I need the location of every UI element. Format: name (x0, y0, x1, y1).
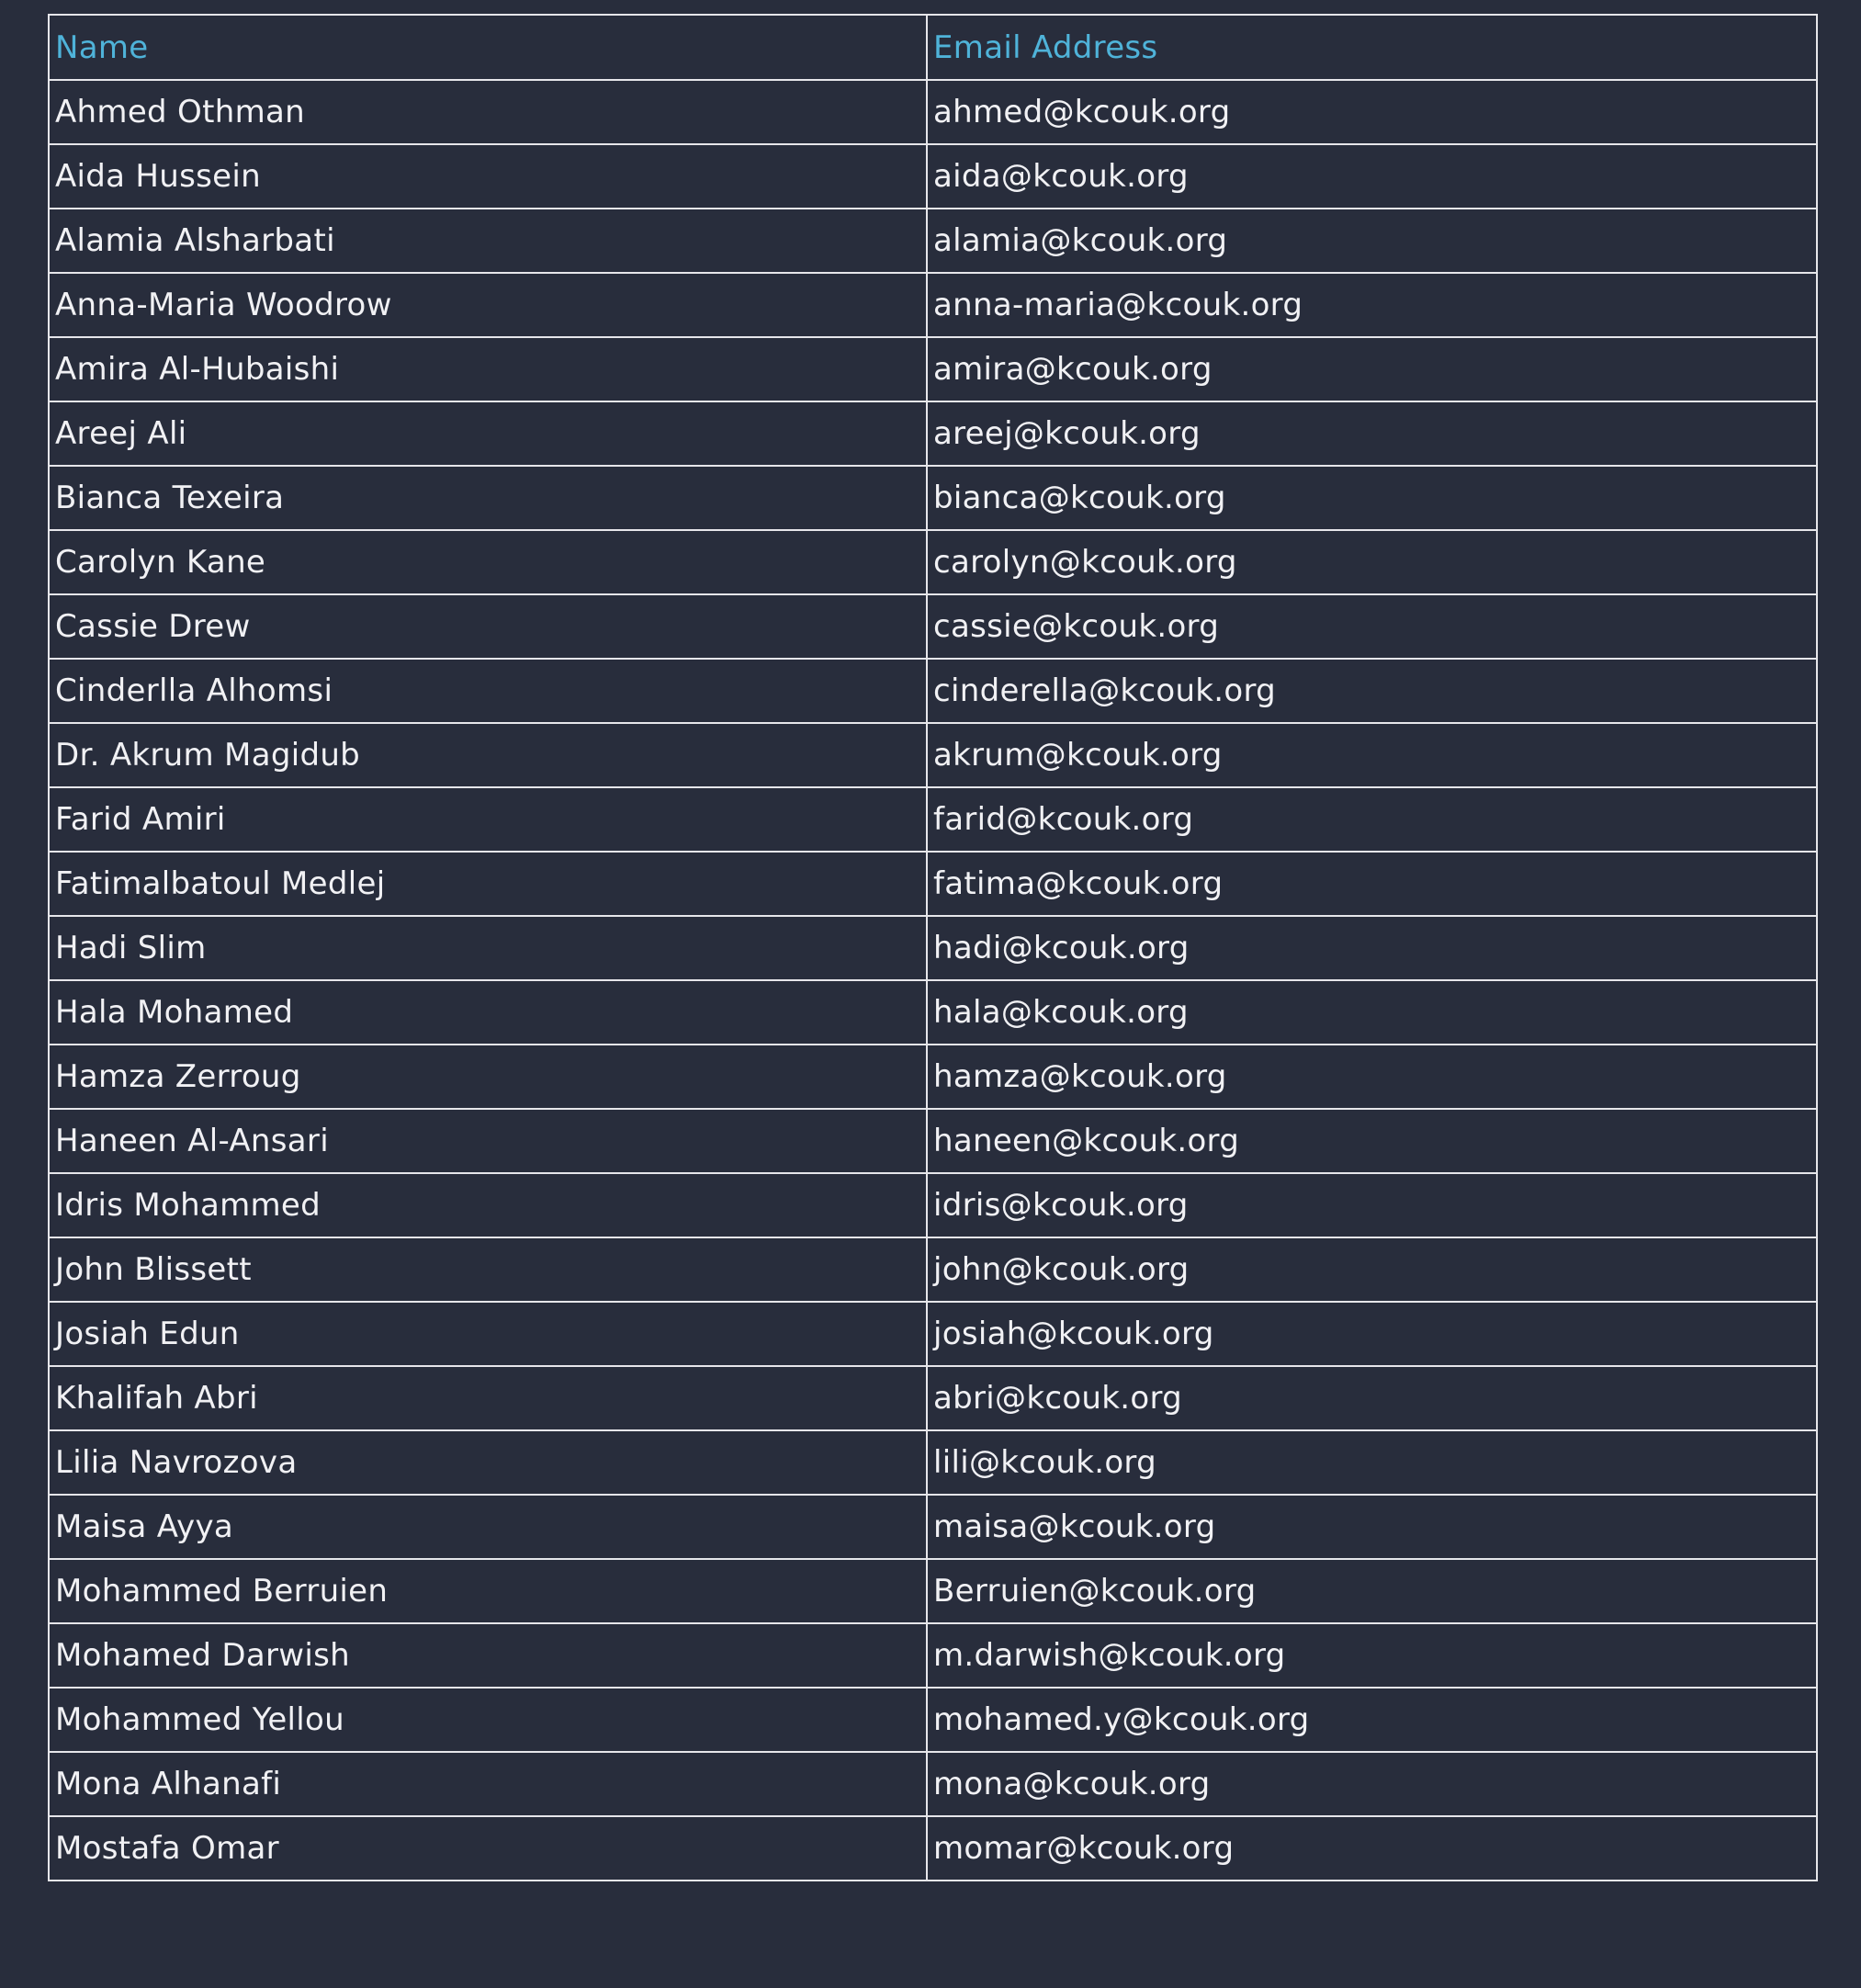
name-cell: Hala Mohamed (49, 980, 927, 1045)
table-row (49, 659, 1817, 723)
name-column-header: Name (49, 15, 927, 80)
email-cell: cinderella@kcouk.org (927, 659, 1817, 723)
name-cell: Mohammed Yellou (49, 1688, 927, 1752)
email-cell: areej@kcouk.org (927, 401, 1817, 466)
email-cell: anna-maria@kcouk.org (927, 273, 1817, 337)
name-cell: John Blissett (49, 1237, 927, 1302)
table-row (49, 1688, 1817, 1752)
email-cell: cassie@kcouk.org (927, 594, 1817, 659)
table-row (49, 594, 1817, 659)
email-cell: bianca@kcouk.org (927, 466, 1817, 530)
email-column-header: Email Address (927, 15, 1817, 80)
name-cell: Aida Hussein (49, 144, 927, 209)
table-body (49, 80, 1817, 1881)
table-row (49, 144, 1817, 209)
name-cell: Mohamed Darwish (49, 1623, 927, 1688)
email-cell: alamia@kcouk.org (927, 209, 1817, 273)
table-row (49, 1430, 1817, 1495)
table-row (49, 337, 1817, 401)
email-cell: lili@kcouk.org (927, 1430, 1817, 1495)
name-cell: Maisa Ayya (49, 1495, 927, 1559)
email-cell: hadi@kcouk.org (927, 916, 1817, 980)
name-cell: Dr. Akrum Magidub (49, 723, 927, 787)
table-header (49, 15, 1817, 80)
table-row (49, 1237, 1817, 1302)
email-cell: Berruien@kcouk.org (927, 1559, 1817, 1623)
table-row (49, 1495, 1817, 1559)
email-cell: mona@kcouk.org (927, 1752, 1817, 1816)
name-cell: Cassie Drew (49, 594, 927, 659)
table-row (49, 1045, 1817, 1109)
name-cell: Carolyn Kane (49, 530, 927, 594)
name-cell: Cinderlla Alhomsi (49, 659, 927, 723)
name-cell: Farid Amiri (49, 787, 927, 852)
table-row (49, 273, 1817, 337)
email-cell: carolyn@kcouk.org (927, 530, 1817, 594)
name-cell: Hamza Zerroug (49, 1045, 927, 1109)
name-cell: Fatimalbatoul Medlej (49, 852, 927, 916)
email-cell: john@kcouk.org (927, 1237, 1817, 1302)
table-row (49, 1366, 1817, 1430)
email-cell: aida@kcouk.org (927, 144, 1817, 209)
email-cell: maisa@kcouk.org (927, 1495, 1817, 1559)
table-row (49, 466, 1817, 530)
name-cell: Anna-Maria Woodrow (49, 273, 927, 337)
email-cell: haneen@kcouk.org (927, 1109, 1817, 1173)
email-cell: momar@kcouk.org (927, 1816, 1817, 1881)
table-row (49, 80, 1817, 144)
email-cell: amira@kcouk.org (927, 337, 1817, 401)
table-row (49, 980, 1817, 1045)
table-row (49, 209, 1817, 273)
email-cell: ahmed@kcouk.org (927, 80, 1817, 144)
name-cell: Alamia Alsharbati (49, 209, 927, 273)
name-cell: Areej Ali (49, 401, 927, 466)
table-row (49, 530, 1817, 594)
name-cell: Mostafa Omar (49, 1816, 927, 1881)
table-row (49, 916, 1817, 980)
email-cell: hamza@kcouk.org (927, 1045, 1817, 1109)
email-cell: hala@kcouk.org (927, 980, 1817, 1045)
table-row (49, 1752, 1817, 1816)
contacts-table-container (48, 14, 1816, 1881)
name-cell: Hadi Slim (49, 916, 927, 980)
email-cell: akrum@kcouk.org (927, 723, 1817, 787)
name-cell: Khalifah Abri (49, 1366, 927, 1430)
contacts-table (48, 14, 1818, 1881)
header-row (49, 15, 1817, 80)
name-cell: Amira Al-Hubaishi (49, 337, 927, 401)
email-cell: josiah@kcouk.org (927, 1302, 1817, 1366)
table-row (49, 723, 1817, 787)
table-row (49, 1302, 1817, 1366)
name-cell: Lilia Navrozova (49, 1430, 927, 1495)
table-row (49, 852, 1817, 916)
name-cell: Josiah Edun (49, 1302, 927, 1366)
email-cell: farid@kcouk.org (927, 787, 1817, 852)
email-cell: abri@kcouk.org (927, 1366, 1817, 1430)
email-cell: mohamed.y@kcouk.org (927, 1688, 1817, 1752)
table-row (49, 1623, 1817, 1688)
email-cell: m.darwish@kcouk.org (927, 1623, 1817, 1688)
table-row (49, 1816, 1817, 1881)
name-cell: Mona Alhanafi (49, 1752, 927, 1816)
name-cell: Bianca Texeira (49, 466, 927, 530)
email-cell: idris@kcouk.org (927, 1173, 1817, 1237)
name-cell: Mohammed Berruien (49, 1559, 927, 1623)
table-row (49, 1109, 1817, 1173)
name-cell: Haneen Al-Ansari (49, 1109, 927, 1173)
table-row (49, 1173, 1817, 1237)
name-cell: Ahmed Othman (49, 80, 927, 144)
table-row (49, 787, 1817, 852)
name-cell: Idris Mohammed (49, 1173, 927, 1237)
email-cell: fatima@kcouk.org (927, 852, 1817, 916)
table-row (49, 401, 1817, 466)
table-row (49, 1559, 1817, 1623)
